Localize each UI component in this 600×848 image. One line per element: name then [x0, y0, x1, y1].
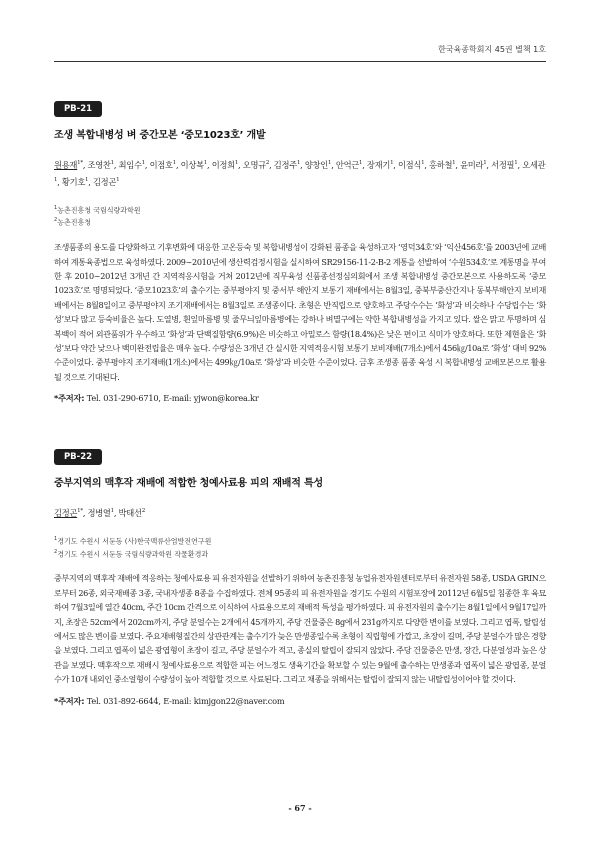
- contact-label: *주저자:: [54, 393, 85, 404]
- abstract-pb-22: [54, 444, 546, 707]
- affiliation-list: [54, 203, 546, 229]
- header-rule: [54, 61, 546, 62]
- author-affiliation-mark: 1: [110, 508, 114, 514]
- author-affiliation-mark: 1: [85, 176, 89, 183]
- abstract-pb-21: [54, 96, 546, 404]
- author-affiliation-mark: 1: [116, 176, 120, 183]
- author-affiliation-mark: 1: [296, 160, 301, 166]
- author-name: 이정희: [211, 159, 235, 170]
- corresponding-author: [54, 393, 546, 404]
- contact-info: Tel. 031-892-6644, E-mail: kimjgon22@naver.com: [86, 695, 285, 706]
- author-affiliation-mark: 1: [483, 160, 487, 166]
- author-name: 정병열: [87, 507, 111, 518]
- author-affiliation-mark: 1: [203, 160, 207, 166]
- affiliation-text: 농촌진흥청: [57, 218, 91, 227]
- author-name: 김정곤: [54, 507, 78, 518]
- author-affiliation-mark: 2: [265, 160, 270, 166]
- author-affiliation-mark: 1: [141, 160, 145, 166]
- abstract-id-badge: PB-21: [54, 101, 102, 117]
- affiliation: [54, 547, 546, 560]
- page-number: - 67 -: [288, 803, 312, 813]
- affiliation-text: 경기도 수원시 서둔동 (사)한국맥류산업발전연구원: [57, 537, 212, 546]
- running-header: 한국육종학회지 45권 별책 1호: [438, 45, 546, 54]
- author-affiliation-mark: 1: [110, 160, 114, 166]
- abstract-title: 조생 복합내병성 벼 중간모본 ‘중모1023호’ 개발: [54, 130, 266, 141]
- author-affiliation-mark: 1: [452, 160, 456, 166]
- author-affiliation-mark: 2: [141, 508, 145, 514]
- author-name: 안억근: [335, 159, 360, 170]
- author-name: 원용재: [54, 159, 78, 170]
- author-name: 오세관: [522, 159, 546, 170]
- author-affiliation-mark: 1: [421, 160, 425, 166]
- affiliation-mark: 2: [54, 548, 58, 555]
- affiliation-mark: 1: [54, 204, 58, 211]
- affiliation-mark: 1: [54, 535, 58, 542]
- author-name: 이상복: [180, 159, 204, 170]
- author-name: 서정필: [491, 159, 515, 170]
- affiliation-mark: 2: [54, 217, 58, 224]
- author-affiliation-mark: 1: [390, 160, 394, 166]
- affiliation: [54, 203, 546, 216]
- corresponding-author: [54, 696, 546, 707]
- author-affiliation-mark: 1: [54, 176, 58, 183]
- author-affiliation-mark: 1: [514, 160, 518, 166]
- abstract-title: 중부지역의 맥후작 재배에 적합한 청예사료용 피의 재배적 특성: [54, 478, 323, 489]
- author-affiliation-mark: 1: [359, 160, 363, 166]
- affiliation-list: [54, 534, 546, 560]
- author-affiliation-mark: 1: [172, 160, 176, 166]
- author-affiliation-mark: 1: [234, 160, 239, 166]
- contact-label: *주저자:: [54, 695, 85, 706]
- author-name: 이점호: [149, 159, 173, 170]
- author-affiliation-mark: 1*: [77, 160, 83, 166]
- author-name: 양창인: [304, 159, 328, 170]
- author-name: 박태선: [118, 507, 142, 518]
- author-name: 김정곤: [92, 176, 117, 187]
- affiliation: [54, 534, 546, 547]
- contact-info: Tel. 031-290-6710, E-mail: yjwon@korea.kr: [86, 393, 259, 404]
- author-name: 오명규: [242, 159, 266, 170]
- abstract-body: 중부지역의 맥후작 재배에 적응하는 청예사료용 피 유전자원을 선발하기 위하여 농촌진흥청 농업유전자원센터로부터 유전자원 58종, USDA GRIN으로부터 26종, 외국재배종 3종, 국내자생종 8종을 수집하였다. 전체 95종의 피 유전자원을 경기도 수원의 시험포장에 20112년 6월5일 침종한 후 육묘하여 7월3일에 열간 40cm, 주간 10cm 간격으로 이식하여 사료용으로의 재배적 특성을 평가하였다. 피 유전자원의 출수기는 8월1일에서 9월17일까지, 초장은 52cm에서 202cm까지, 주당 분얼수는 2개에서 45개까지, 주당 건물중은 8g에서 231g까지로 다양한 변이를 보였다. 그리고 엽폭, 탈립성에서도 많은 변이를 보였다. 주요재배형질간의 상관관계는 출수기가 늦은 만생종일수록 초형이 직립형에 가깝고, 초장이 길며, 주당 분얼수가 많은 경향을 보였다. 그리고 엽폭이 넓은 광엽형이 초장이 길고, 주당 분얼수가 적고, 종실의 탈립이 잘되지 않았다. 주당 건물중은 만생, 장간, 다분얼성과 높은 상관을 보였다. 맥후작으로 재배시 청예사료용으로 적합한 피는 어느정도 생육기간을 확보할 수 있는 9월에 출수하는 만생종과 엽폭이 넓은 광엽종, 분얼수가 10개 내외인 중소얼형이 수량성이 높아 적합할 것으로 사료된다. 그리고 채종을 위해서는 탈립이 잘되지 않는 내탈립성이어야 할 것이다.: [54, 573, 546, 685]
- author-affiliation-mark: 1*: [77, 508, 83, 514]
- abstract-id-badge: PB-22: [54, 449, 102, 465]
- author-name: 김정주: [273, 159, 297, 170]
- affiliation-text: 농촌진흥청 국립식량과학원: [57, 205, 141, 214]
- author-name: 윤미라: [460, 159, 484, 170]
- author-affiliation-mark: 1: [327, 160, 332, 166]
- author-list: 원용재$^{1*}$, 조영찬$^1$, 최임수$^1$, 이점호$^1$, 이상복$^1$, 이정희$^1$, 오명규$^2$, 김정주$^1$, 양창인$^1$, 안억근$^1$, 장재기$^1$, 이점식$^1$, 홍하철$^1$, 윤미라$^1$, 서정필$^1$, 오세관$^1$, 황기호$^1$, 김정곤$^1$: [54, 159, 546, 187]
- affiliation: [54, 215, 546, 228]
- author-name: 홍하철: [429, 159, 453, 170]
- author-name: 이점식: [397, 159, 422, 170]
- author-name: 황기호: [61, 176, 86, 187]
- author-name: 조영찬: [87, 159, 111, 170]
- author-name: 최임수: [118, 159, 142, 170]
- abstract-body: 조생품종의 용도를 다양화하고 기후변화에 대응한 고온등숙 및 복합내병성이 강화된 품종을 육성하고자 ‘영덕34호’와 ‘익산456호’를 2003년에 교배하여 계통육종법으로 육성하였다. 2009∼2010년에 생산력검정시험을 실시하여 SR29156-11-2-B-2 계통을 선발하여 ‘수원534호’로 계통명을 부여한 후 2010∼2012년 3개년 간 지역적응시험을 거쳐 2012년에 직무육성 신품종선정심의회에서 조생 복합내병성 중간모본으로 사용하도록 ‘중모1023호’로 명명되었다. ‘중모1023호’의 출수기는 중부평야지 및 중서부 해안지 보통기 재배에서는 8월3일, 중북부중산간지나 동북부해안지 보비재배에서는 8월8일이고 중부평야지 조기재배에서는 8월3일로 조생종이다. 초형은 반직립으로 양호하고 주당수수는 ‘화성’과 비슷하나 수당립수는 ‘화성’보다 많고 등숙비율은 높다. 도열병, 흰잎마름병 및 줄무늬잎마름병에는 강하나 벼멸구에는 약한 복합내병성을 가지고 있다. 쌀은 맑고 투명하며 심복백이 적어 외관품위가 우수하고 ‘화성’과 단백질함량(6.9%)은 비슷하고 아밀로스 함량(18.4%)은 낮은 편이고 식미가 양호하다. 또한 제현율은 ‘화성’보다 약간 낮으나 백미완전립율은 매우 높다. 수량성은 3개년 간 실시한 지역적응시험 보통기 보비재배(7개소)에서 456㎏/10a로 ‘화성’ 대비 92% 수준이었다. 중부평야지 조기재배(1개소)에서는 499㎏/10a로 ‘화성’과 비슷한 수준이었다. 금후 조생종 품종 육성 시 복합내병성 교배모본으로 활용될 것으로 기대된다.: [54, 242, 546, 382]
- affiliation-text: 경기도 수원시 서둔동 국립식량과학원 작물환경과: [57, 549, 209, 558]
- author-name: 장재기: [366, 159, 391, 170]
- author-list: 김정곤$^{1*}$, 정병열$^1$, 박태선$^2$: [54, 507, 145, 518]
